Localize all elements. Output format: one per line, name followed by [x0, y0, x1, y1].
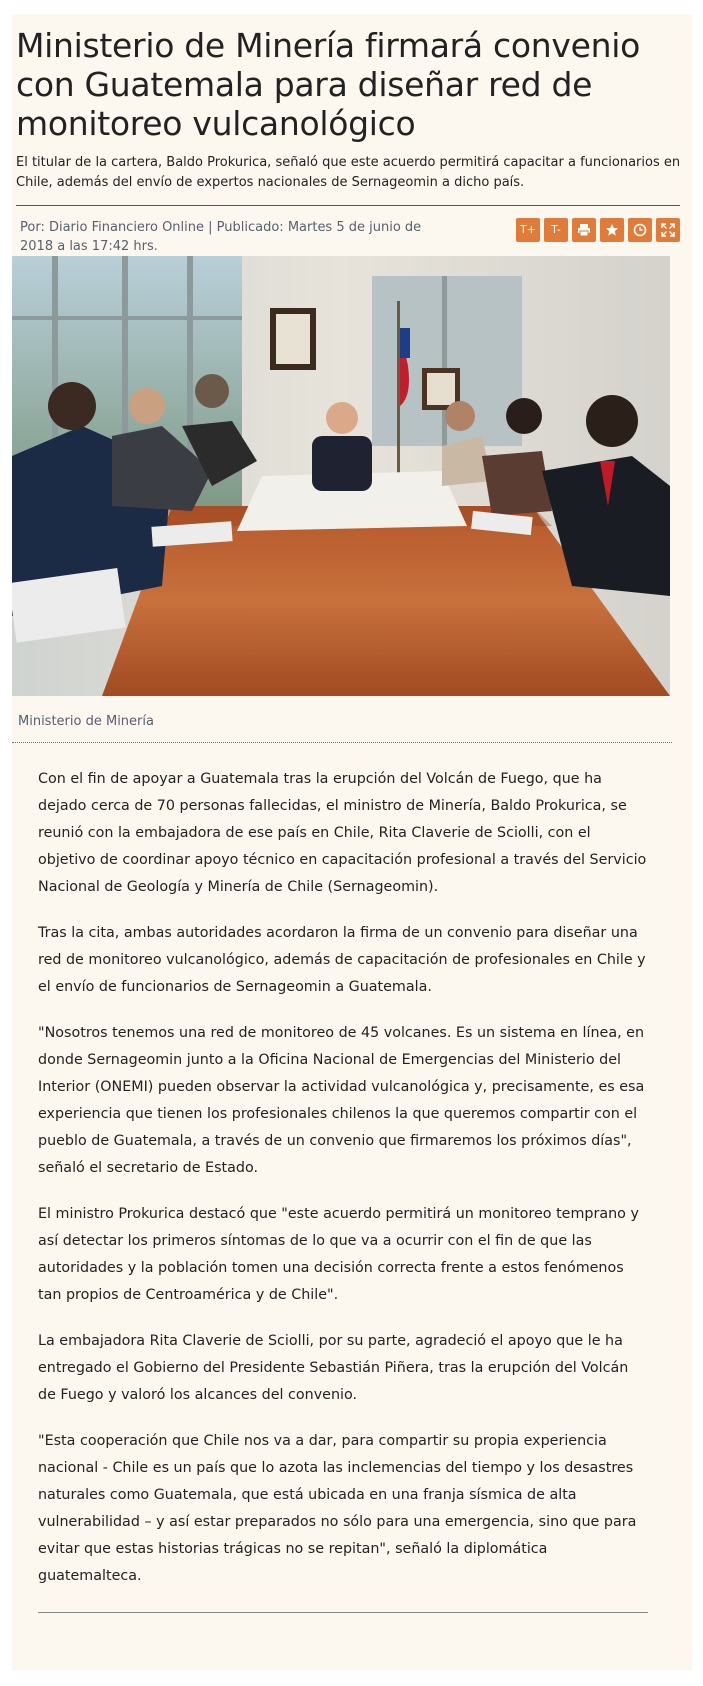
- article-paragraph: El ministro Prokurica destacó que "este acuerdo permitirá un monitoreo temprano y así detectar los primeros síntomas de lo que va a ocurrir con el fin de que las autoridades y la población tomen una decisión correcta frente a estos fenómenos tan propios de Centroamérica y de Chile".: [38, 1206, 639, 1303]
- article-end-divider: [38, 1612, 648, 1613]
- clock-icon: [633, 223, 647, 237]
- expand-icon: [661, 223, 675, 237]
- print-button[interactable]: [572, 218, 596, 242]
- history-button[interactable]: [628, 218, 652, 242]
- article-paragraph: "Nosotros tenemos una red de monitoreo de 45 volcanes. Es un sistema en línea, en donde Sernageomin junto a la Oficina Nacional de Emergencias del Ministerio del Interior (ONEMI) pueden observar la actividad vulcanológica y, precisamente, es esa experiencia que tienen los profesionales chilenos la que queremos compartir con el pueblo de Guatemala, a través de un convenio que firmaremos los próximos días", señaló el secretario de Estado.: [38, 1025, 645, 1176]
- favorite-button[interactable]: [600, 218, 624, 242]
- text-smaller-button[interactable]: T-: [544, 218, 568, 242]
- article-body: [38, 766, 648, 1609]
- article-tools: [516, 218, 680, 242]
- printer-icon: [577, 223, 591, 237]
- article-summary: El titular de la cartera, Baldo Prokurica, señaló que este acuerdo permitirá capacitar a funcionarios en Chile, además del envío de expertos nacionales de Sernageomin a dicho país.: [16, 155, 681, 190]
- article-paragraph: Con el fin de apoyar a Guatemala tras la erupción del Volcán de Fuego, que ha dejado cerca de 70 personas fallecidas, el ministro de Minería, Baldo Prokurica, se reunió con la embajadora de ese país en Chile, Rita Claverie de Sciolli, con el objetivo de coordinar apoyo técnico en capacitación profesional a través del Servicio Nacional de Geología y Minería de Chile (Sernageomin).: [38, 771, 647, 895]
- article-paragraph: "Esta cooperación que Chile nos va a dar, para compartir su propia experiencia nacional - Chile es un país que lo azota las inclemencias del tiempo y los desastres naturales como Guatemala, que está ubicada en una franja sísmica de alta vulnerabilidad – y así estar preparados no sólo para una emergencia, sino que para evitar que estas historias trágicas no se repitan", señaló la diplomática guatemalteca.: [38, 1433, 637, 1584]
- meeting-photo-illustration: [12, 256, 670, 696]
- article-byline: Por: Diario Financiero Online | Publicado: Martes 5 de junio de 2018 a las 17:42 hrs.: [20, 220, 422, 254]
- meta-row: [16, 212, 680, 252]
- fullscreen-button[interactable]: [656, 218, 680, 242]
- article-paragraph: La embajadora Rita Claverie de Sciolli, por su parte, agradeció el apoyo que le ha entregado el Gobierno del Presidente Sebastián Piñera, tras la erupción del Volcán de Fuego y valoró los alcances del convenio.: [38, 1333, 629, 1403]
- photo-caption: Ministerio de Minería: [18, 714, 154, 729]
- caption-divider: [12, 742, 672, 743]
- article-headline: Ministerio de Minería firmará convenio con Guatemala para diseñar red de monitoreo vulcanológico: [16, 26, 640, 143]
- header-divider: [16, 205, 680, 206]
- article-photo: [12, 256, 670, 696]
- article-paragraph: Tras la cita, ambas autoridades acordaron la firma de un convenio para diseñar una red de monitoreo vulcanológico, además de capacitación de profesionales en Chile y el envío de funcionarios de Sernageomin a Guatemala.: [38, 925, 646, 995]
- star-icon: [605, 223, 619, 237]
- text-bigger-button[interactable]: T+: [516, 218, 540, 242]
